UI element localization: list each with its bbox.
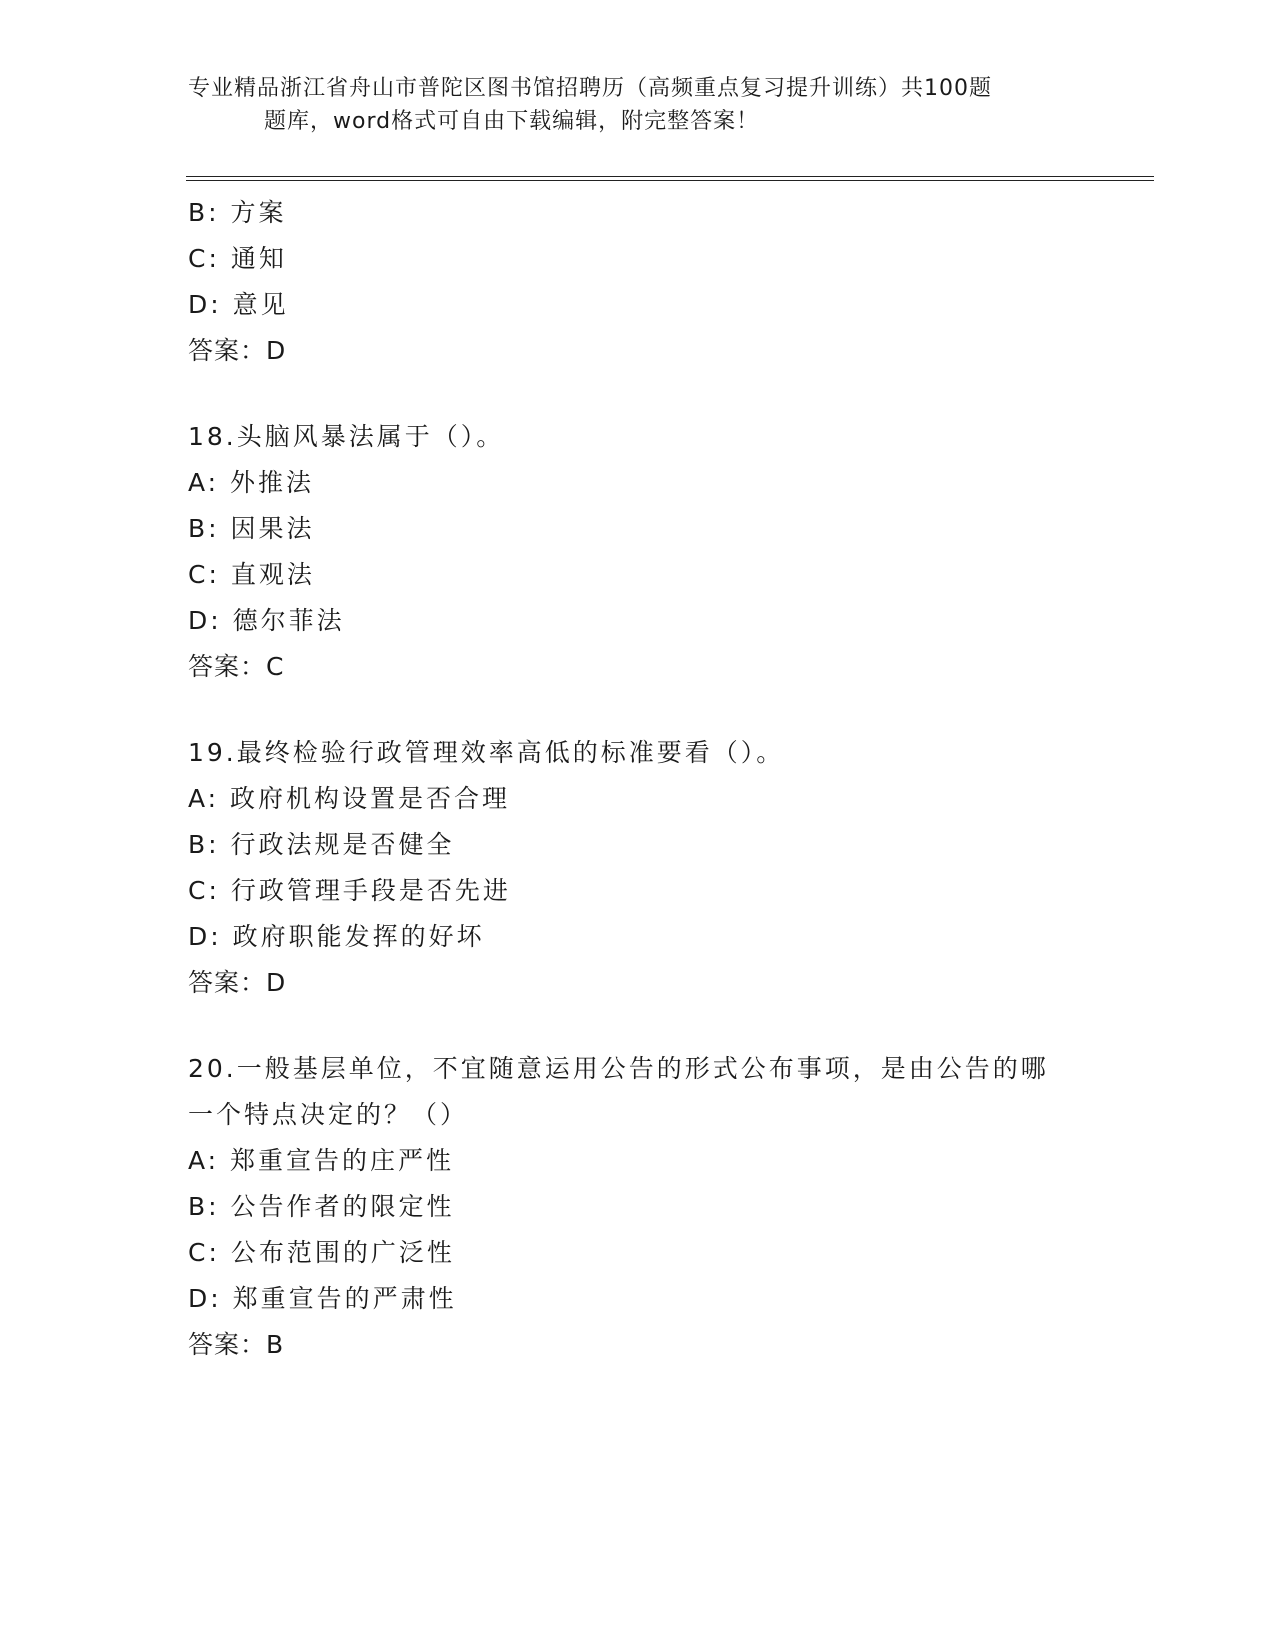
question-block [188, 1046, 1088, 1368]
option-line: C: 通知 [188, 244, 287, 273]
option-line: C: 行政管理手段是否先进 [188, 876, 511, 905]
question-block [188, 190, 1088, 374]
option-line: C: 直观法 [188, 560, 315, 589]
header-rule-top [186, 176, 1154, 177]
header-title-line2: 题库，word格式可自由下载编辑，附完整答案！ [264, 109, 760, 134]
question-list [188, 190, 1088, 1368]
option-line: A: 郑重宣告的庄严性 [188, 1146, 455, 1175]
question-block [188, 414, 1088, 690]
question-block [188, 730, 1088, 1006]
header-rule-bottom [186, 180, 1154, 181]
option-line: B: 公告作者的限定性 [188, 1192, 455, 1221]
answer-line: 答案：D [188, 336, 287, 365]
answer-line: 答案：D [188, 968, 287, 997]
option-line: D: 政府职能发挥的好坏 [188, 922, 485, 951]
option-line: A: 政府机构设置是否合理 [188, 784, 511, 813]
option-line: D: 意见 [188, 290, 289, 319]
option-line: B: 方案 [188, 198, 287, 227]
option-line: B: 行政法规是否健全 [188, 830, 455, 859]
question-stem-continued: 一个特点决定的？（） [188, 1100, 469, 1129]
option-line: B: 因果法 [188, 514, 315, 543]
header-title-line1: 专业精品浙江省舟山市普陀区图书馆招聘历（高频重点复习提升训练）共100题 [188, 76, 992, 101]
question-stem: 20.一般基层单位，不宜随意运用公告的形式公布事项，是由公告的哪 [188, 1054, 1049, 1083]
answer-line: 答案：C [188, 652, 285, 681]
option-line: C: 公布范围的广泛性 [188, 1238, 455, 1267]
option-line: A: 外推法 [188, 468, 315, 497]
answer-line: 答案：B [188, 1330, 285, 1359]
option-line: D: 德尔菲法 [188, 606, 345, 635]
question-stem: 18.头脑风暴法属于（）。 [188, 422, 505, 451]
document-header [188, 72, 1068, 138]
option-line: D: 郑重宣告的严肃性 [188, 1284, 457, 1313]
question-stem: 19.最终检验行政管理效率高低的标准要看（）。 [188, 738, 785, 767]
